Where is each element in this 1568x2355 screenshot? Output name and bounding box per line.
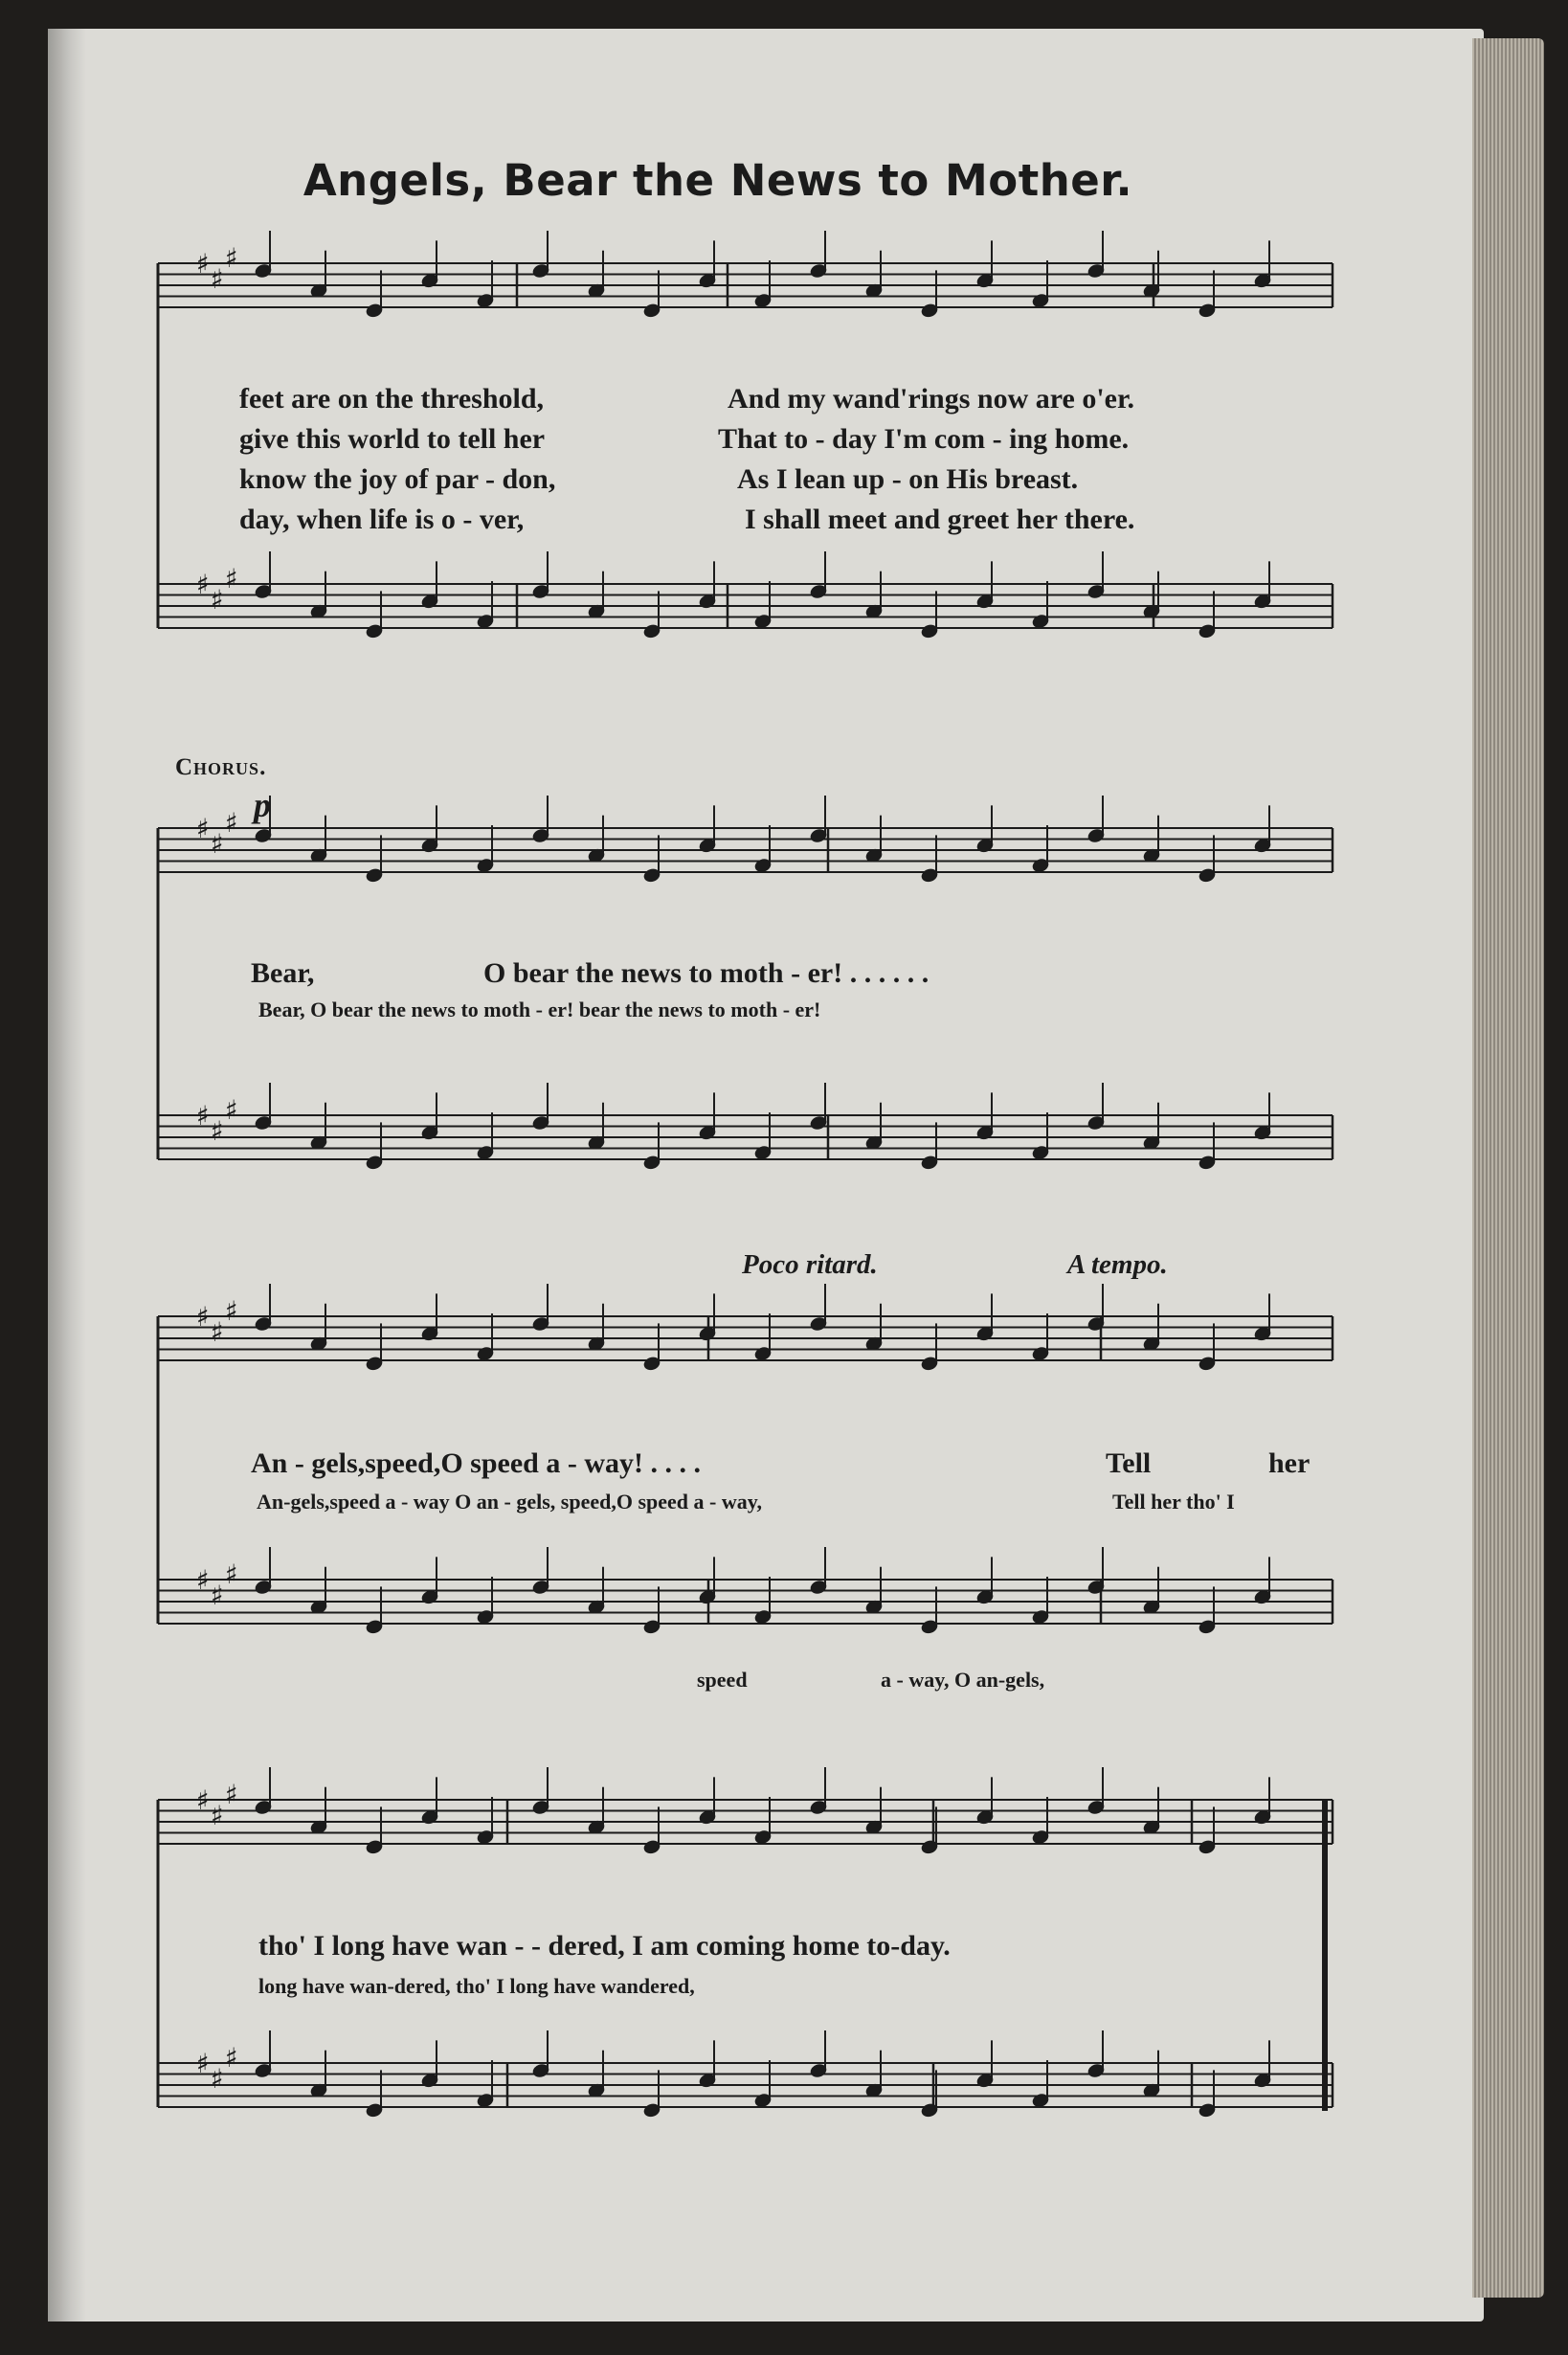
- bass-staff-3-sharp: ♯: [196, 1564, 210, 1596]
- chorus-line2-her: her: [1268, 1447, 1310, 1479]
- bass-staff-2-sharp: ♯: [225, 1094, 238, 1126]
- hymn-title: Angels, Bear the News to Mother.: [302, 155, 1133, 206]
- chorus-label: Chorus.: [175, 754, 267, 780]
- chorus-line2-tell: Tell: [1106, 1447, 1152, 1479]
- chorus-line2-echo: An-gels,speed a - way O an - gels, speed,O speed a - way,: [257, 1490, 763, 1514]
- chorus-line1-main: O bear the news to moth - er! . . . . . .: [483, 957, 930, 989]
- treble-staff-2-sharp: ♯: [211, 828, 224, 860]
- treble-staff-1-sharp: ♯: [196, 248, 210, 280]
- chorus-line3-echo: long have wan-dered, tho' I long have wandered,: [258, 1974, 695, 1998]
- chorus-line2-echo-tell: Tell her tho' I: [1112, 1490, 1235, 1514]
- bass-staff-1-sharp: ♯: [196, 569, 210, 600]
- verse-2-part-2: That to - day I'm com - ing home.: [718, 423, 1130, 455]
- bass-staff-4-sharp: ♯: [225, 2042, 238, 2074]
- chorus-line2-main: An - gels,speed,O speed a - way! . . . .: [251, 1447, 701, 1479]
- bass-staff-1-sharp: ♯: [225, 563, 238, 594]
- bass-staff-4-sharp: ♯: [196, 2048, 210, 2079]
- dynamic-piano: p: [254, 786, 271, 824]
- treble-staff-3-sharp: ♯: [211, 1316, 224, 1348]
- bass-staff-1-sharp: ♯: [211, 584, 224, 616]
- bass-staff-3-sharp: ♯: [211, 1580, 224, 1611]
- treble-staff-2-sharp: ♯: [196, 813, 210, 844]
- chorus-line3-main: tho' I long have wan - - dered, I am coming home to-day.: [258, 1930, 951, 1962]
- poco-ritard-marking: Poco ritard.: [742, 1249, 878, 1280]
- verse-1-part-2: And my wand'rings now are o'er.: [728, 383, 1135, 415]
- a-tempo-marking: A tempo.: [1067, 1249, 1168, 1280]
- verse-3-part-2: As I lean up - on His breast.: [737, 463, 1079, 495]
- verse-3-part-1: know the joy of par - don,: [239, 463, 556, 495]
- treble-staff-3-sharp: ♯: [196, 1301, 210, 1333]
- bass-staff-2-sharp: ♯: [196, 1100, 210, 1132]
- verse-4-part-1: day, when life is o - ver,: [239, 504, 525, 535]
- treble-staff-1-sharp: ♯: [225, 242, 238, 274]
- treble-staff-4-sharp: ♯: [225, 1779, 238, 1810]
- bass-staff-2-sharp: ♯: [211, 1115, 224, 1147]
- verse-1-part-1: feet are on the threshold,: [239, 383, 545, 415]
- verse-4-part-2: I shall meet and greet her there.: [745, 504, 1135, 535]
- treble-staff-2-sharp: ♯: [225, 807, 238, 839]
- treble-staff-4-sharp: ♯: [196, 1784, 210, 1816]
- chorus-line2-bass-speed: speed: [697, 1668, 748, 1692]
- treble-staff-4-sharp: ♯: [211, 1800, 224, 1831]
- bass-staff-4-sharp: ♯: [211, 2063, 224, 2095]
- treble-staff-3-sharp: ♯: [225, 1295, 238, 1327]
- treble-staff-1-sharp: ♯: [211, 263, 224, 295]
- verse-2-part-1: give this world to tell her: [239, 423, 546, 455]
- chorus-line1-word-bear: Bear,: [251, 957, 315, 989]
- bass-staff-3-sharp: ♯: [225, 1559, 238, 1590]
- chorus-line2-bass-away: a - way, O an-gels,: [881, 1668, 1045, 1692]
- chorus-line1-echo: Bear, O bear the news to moth - er! bear the news to moth - er!: [258, 998, 821, 1021]
